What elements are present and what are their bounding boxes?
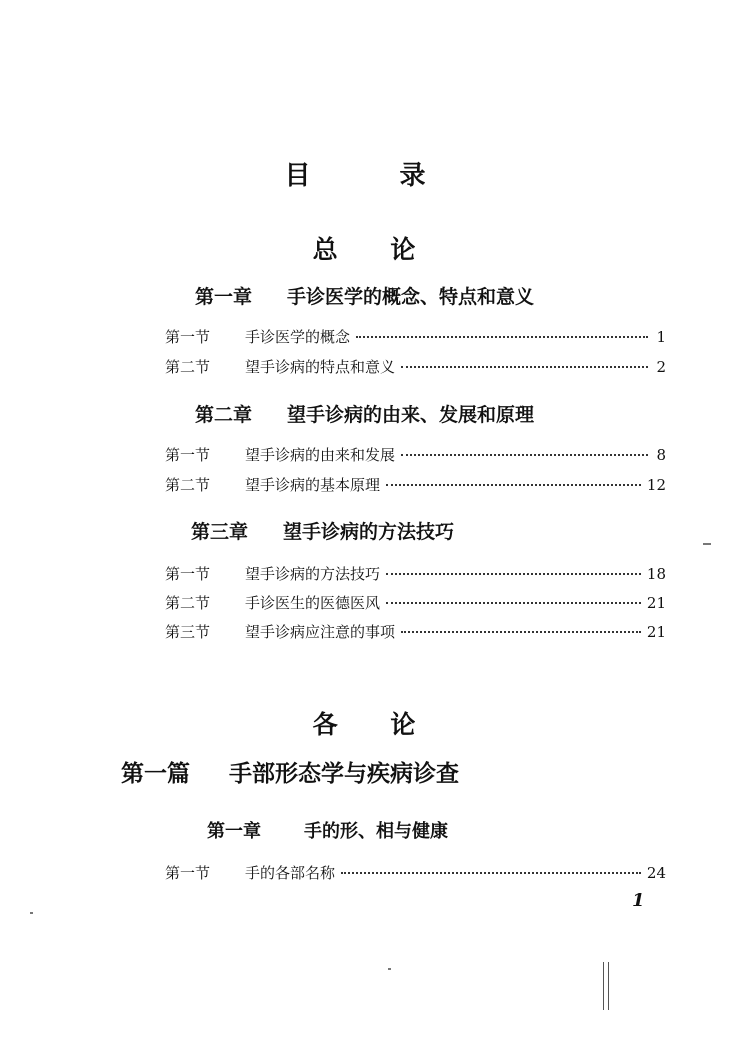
leader-dots: [386, 573, 641, 575]
page-ref: 1: [656, 328, 666, 346]
section-number: 第二节: [165, 476, 211, 494]
section-number: 第一节: [165, 864, 211, 882]
scan-line: [608, 962, 609, 1010]
section-title: 望手诊病的由来和发展: [245, 446, 396, 464]
toc-entry[interactable]: [165, 592, 666, 614]
page-ref: 18: [646, 565, 666, 583]
section-number: 第一节: [165, 565, 211, 583]
section-title: 望手诊病应注意的事项: [245, 623, 396, 641]
scan-speck: [703, 543, 711, 545]
page-ref: 24: [646, 864, 666, 882]
page-ref: 2: [656, 358, 666, 376]
chapter-title: 望手诊病的方法技巧: [283, 521, 455, 543]
chapter-title: 手诊医学的概念、特点和意义: [287, 286, 535, 308]
toc-entry[interactable]: [165, 563, 666, 585]
toc-entry[interactable]: [165, 474, 666, 496]
chapter-number: 第一章: [207, 821, 261, 842]
section-number: 第二节: [165, 594, 211, 612]
scan-speck: [388, 968, 391, 970]
part-heading: [121, 755, 459, 788]
section-title: 手的各部名称: [245, 864, 336, 882]
section-number: 第一节: [165, 446, 211, 464]
leader-dots: [356, 336, 648, 338]
chapter-heading: [195, 400, 534, 427]
chapter-title: 手的形、相与健康: [304, 821, 448, 842]
chapter-heading: [207, 817, 448, 843]
leader-dots: [386, 484, 641, 486]
page-ref: 21: [646, 594, 666, 612]
page-number: 1: [632, 890, 645, 911]
chapter-number: 第二章: [195, 404, 253, 426]
toc-entry[interactable]: [165, 326, 666, 348]
leader-dots: [401, 454, 648, 456]
toc-entry[interactable]: [165, 444, 666, 466]
page-title: 目 录: [284, 161, 466, 191]
chapter-heading: [195, 282, 534, 309]
page-ref: 12: [646, 476, 666, 494]
chapter-number: 第三章: [191, 521, 249, 543]
section-title: 望手诊病的特点和意义: [245, 358, 396, 376]
scan-speck: [30, 912, 33, 914]
leader-dots: [341, 872, 641, 874]
leader-dots: [386, 602, 641, 604]
page-ref: 8: [656, 446, 666, 464]
section-number: 第二节: [165, 358, 211, 376]
toc-entry[interactable]: [165, 356, 666, 378]
page-ref: 21: [646, 623, 666, 641]
general-heading: 总 论: [312, 235, 438, 264]
chapter-title: 望手诊病的由来、发展和原理: [287, 404, 535, 426]
scan-line: [603, 962, 604, 1010]
leader-dots: [401, 366, 648, 368]
part-title: 手部形态学与疾病诊查: [229, 761, 459, 787]
chapter-number: 第一章: [195, 286, 253, 308]
section-title: 手诊医学的概念: [245, 328, 351, 346]
section-title: 手诊医生的医德医风: [245, 594, 381, 612]
leader-dots: [401, 631, 641, 633]
chapter-heading: [191, 517, 454, 544]
section-title: 望手诊病的方法技巧: [245, 565, 381, 583]
section-number: 第一节: [165, 328, 211, 346]
specific-heading: 各 论: [312, 710, 438, 739]
toc-entry[interactable]: [165, 862, 666, 884]
section-number: 第三节: [165, 623, 211, 641]
part-number: 第一篇: [121, 761, 190, 787]
toc-entry[interactable]: [165, 621, 666, 643]
section-title: 望手诊病的基本原理: [245, 476, 381, 494]
